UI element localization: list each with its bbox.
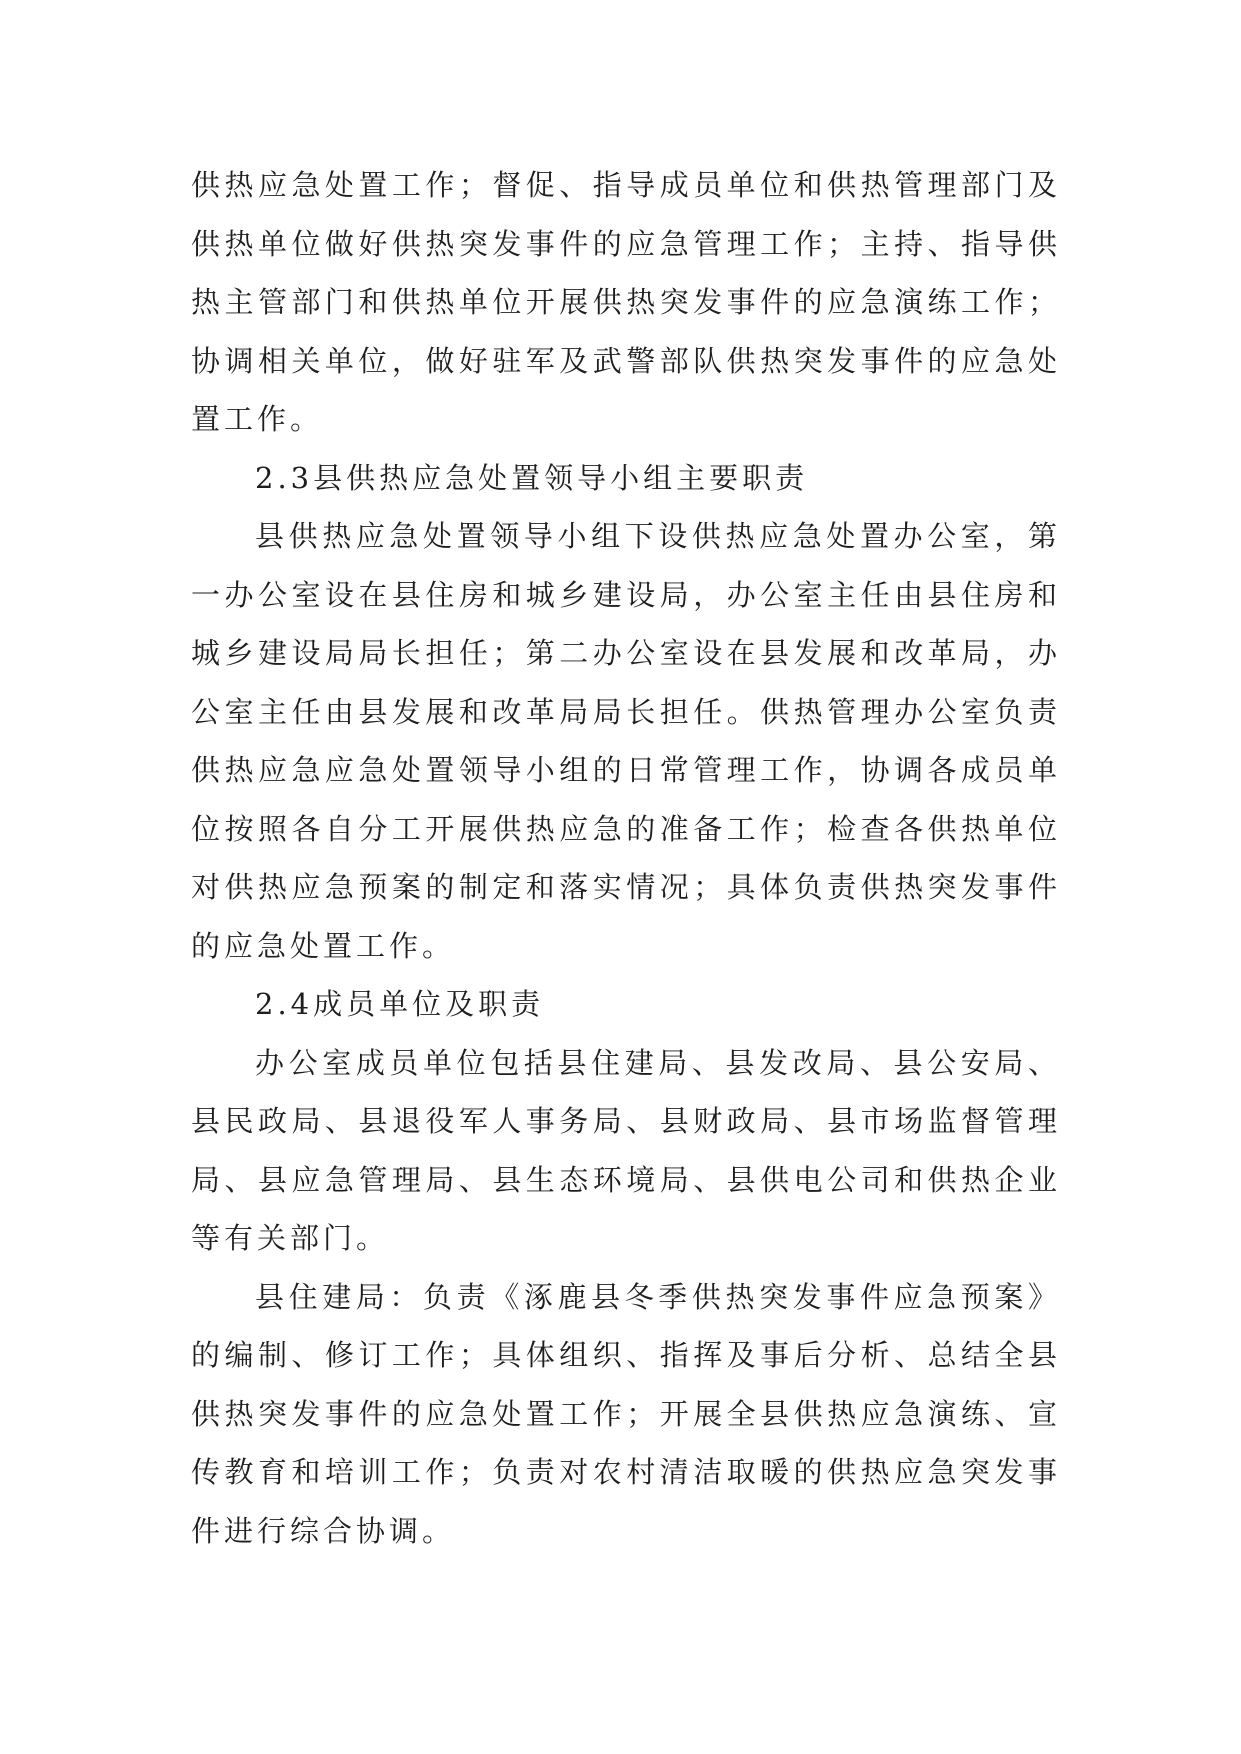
paragraph-leadership-office: 县供热应急处置领导小组下设供热应急处置办公室，第一办公室设在县住房和城乡建设局，办公室主任由县住房和城乡建设局局长担任；第二办公室设在县发展和改革局，办公室主任由县发展和改革局局长担任。供热管理办公室负责供热应急应急处置领导小组的日常管理工作，协调各成员单位按照各自分工开展供热应急的准备工作；检查各供热单位对供热应急预案的制定和落实情况；具体负责供热突发事件的应急处置工作。 xyxy=(191,519,1061,963)
paragraph-housing-bureau: 县住建局：负责《涿鹿县冬季供热突发事件应急预案》的编制、修订工作；具体组织、指挥及事后分析、总结全县供热突发事件的应急处置工作；开展全县供热应急演练、宣传教育和培训工作；负责对农村清洁取暖的供热应急突发事件进行综合协调。 xyxy=(191,1279,1061,1548)
paragraph-continuation: 供热应急处置工作；督促、指导成员单位和供热管理部门及供热单位做好供热突发事件的应急管理工作；主持、指导供热主管部门和供热单位开展供热突发事件的应急演练工作；协调相关单位，做好驻军及武警部队供热突发事件的应急处置工作。 xyxy=(191,168,1061,436)
section-heading-2-3: 2.3县供热应急处置领导小组主要职责 xyxy=(255,460,809,495)
section-heading-2-4: 2.4成员单位及职责 xyxy=(255,987,545,1021)
document-body xyxy=(191,156,1061,1560)
paragraph-member-units: 办公室成员单位包括县住建局、县发改局、县公安局、县民政局、县退役军人事务局、县财政局、县市场监督管理局、县应急管理局、县生态环境局、县供电公司和供热企业等有关部门。 xyxy=(191,1045,1061,1255)
